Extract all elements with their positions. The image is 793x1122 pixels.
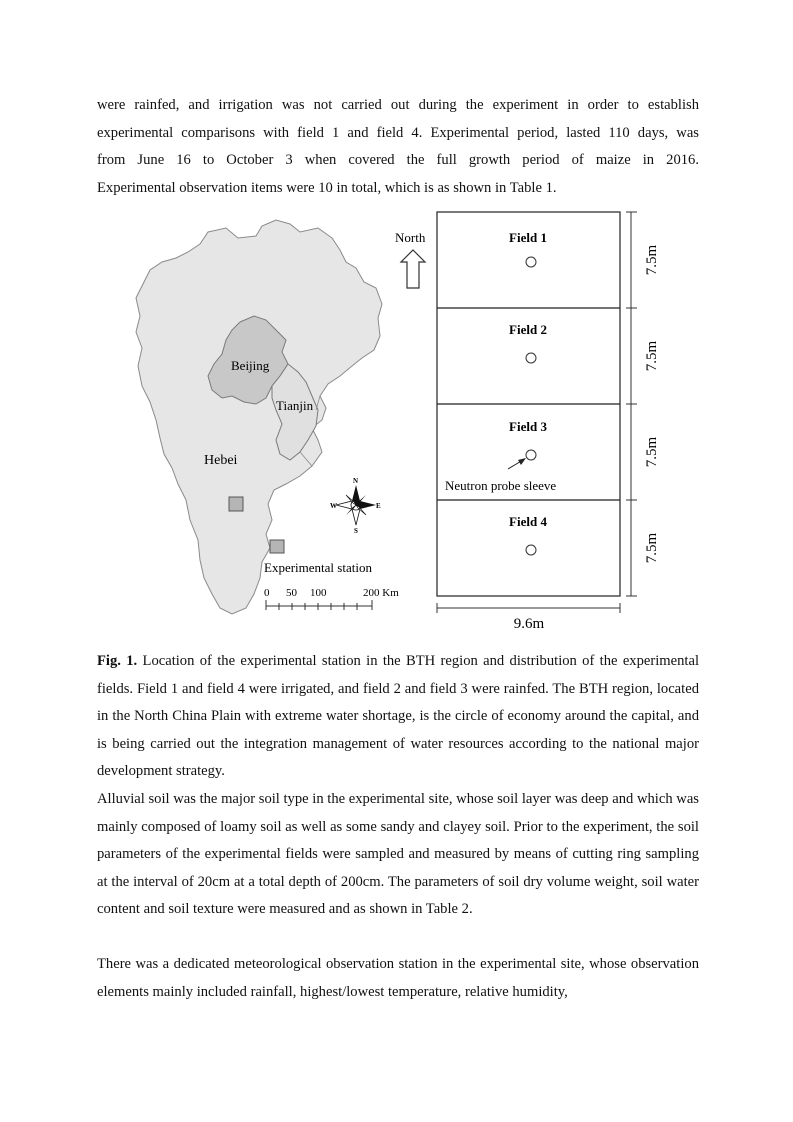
- compass-n: N: [353, 477, 359, 485]
- compass-s: S: [354, 527, 358, 535]
- dim-field-2: 7.5m: [644, 340, 660, 372]
- field-3-label: Field 3: [509, 419, 547, 434]
- station-marker: [229, 497, 243, 511]
- hebei-label: Hebei: [204, 453, 238, 468]
- probe-sleeve-1: [526, 257, 536, 267]
- width-dimension: [437, 603, 620, 613]
- probe-label: Neutron probe sleeve: [445, 478, 557, 493]
- probe-sleeve-4: [526, 545, 536, 555]
- soil-paragraph: Alluvial soil was the major soil type in the experimental site, whose soil layer was deep and which was mainly composed of loamy soil as well as some sandy and clayey soil. Prior to the experiment, the soil parameters of the experimental fields were sampled and measured by means of cutting ring sampling at the interval of 20cm at a total depth of 200cm. The parameters of soil dry volume weight, soil water content and soil texture were measured and as shown in Table 2.: [97, 791, 699, 917]
- dim-width: 9.6m: [513, 616, 545, 632]
- probe-pointer-head: [518, 458, 526, 465]
- field-layout: [437, 212, 660, 632]
- probe-sleeve-2: [526, 353, 536, 363]
- tianjin-label: Tianjin: [276, 398, 314, 413]
- dim-field-4: 7.5m: [644, 532, 660, 564]
- scale-tick-100: 100: [310, 587, 327, 599]
- text-line: Experimental observation items were 10 in total, which is as shown in Table 1.: [97, 179, 557, 196]
- field-4-label: Field 4: [509, 514, 547, 529]
- dim-field-3: 7.5m: [644, 436, 660, 468]
- compass-e: E: [376, 502, 381, 510]
- field-2-label: Field 2: [509, 322, 547, 337]
- met-paragraph: There was a dedicated meteorological observation station in the experimental site, whose observation elements mainly included rainfall, highest/lowest temperature, relative humidity,: [97, 956, 699, 1000]
- legend-station-label: Experimental station: [264, 560, 372, 575]
- text-line: from June 16 to October 3 when covered the full growth period of maize in 2016.: [97, 152, 699, 168]
- text-line: experimental comparisons with field 1 and field 4. Experimental period, lasted 110 days, was: [97, 124, 699, 141]
- height-dimension: [626, 212, 637, 596]
- text-line: were rainfed, and irrigation was not carried out during the experiment in order to establish: [97, 97, 699, 113]
- scale-bar: [266, 600, 372, 610]
- dim-field-1: 7.5m: [644, 244, 660, 276]
- caption-text: Location of the experimental station in the BTH region and distribution of the experimental fields. Field 1 and field 4 were irrigated, and field 2 and field 3 were rainfed. The BTH region, located in the North China Plain with extreme water shortage, is the circle of economy around the capital, and is being carried out the integration management of water resources according to the national major development strategy.: [97, 653, 700, 779]
- probe-sleeve-3: [526, 450, 536, 460]
- scale-tick-50: 50: [286, 587, 297, 599]
- scale-tick-0: 0: [264, 587, 270, 599]
- scale-tick-200: 200 Km: [363, 587, 399, 599]
- figure-caption: [97, 648, 699, 786]
- compass-w: W: [330, 502, 337, 510]
- caption-label: Fig. 1.: [97, 653, 138, 669]
- hebei-region: [136, 220, 382, 614]
- compass-rose-icon: [336, 485, 376, 525]
- field-1-label: Field 1: [509, 230, 547, 245]
- north-arrow-icon: [401, 250, 425, 288]
- beijing-label: Beijing: [231, 358, 270, 373]
- legend-station-swatch: [270, 540, 284, 553]
- bth-map: [136, 220, 426, 614]
- north-label: North: [395, 230, 426, 245]
